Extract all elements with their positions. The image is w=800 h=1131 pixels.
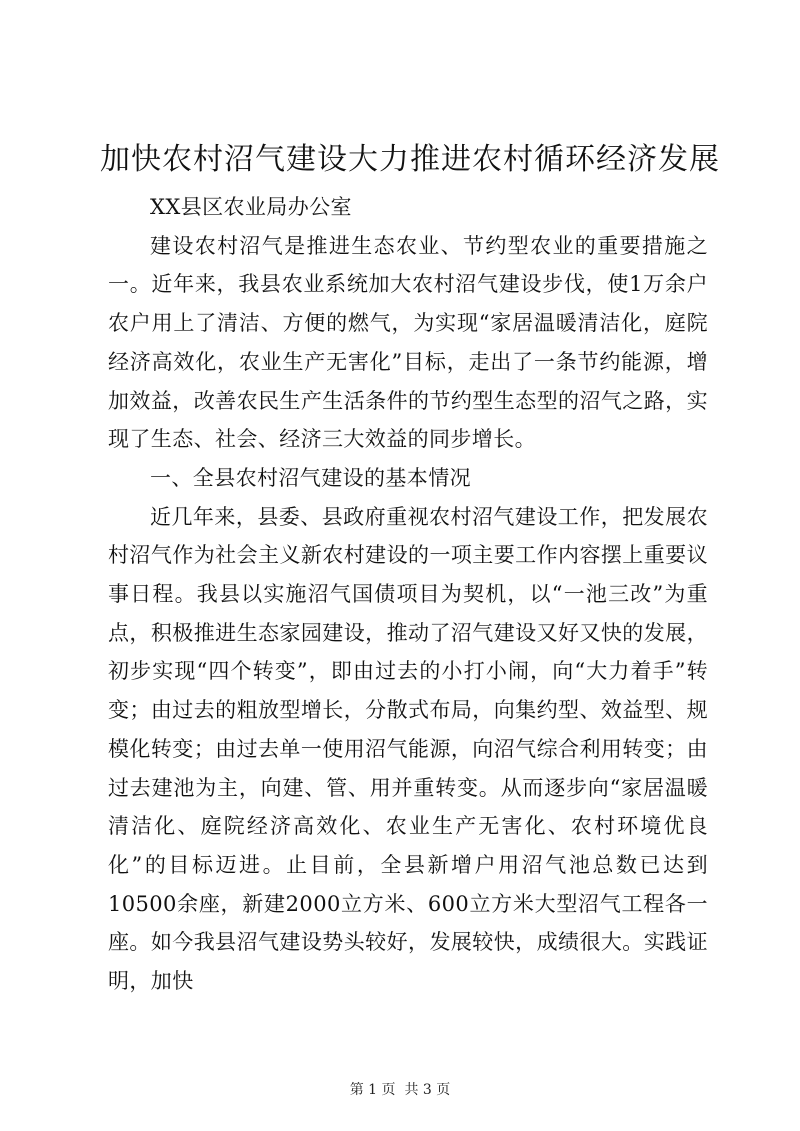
page-footer (0, 1080, 800, 1100)
page-number: 第 1 页 共 3 页 (349, 1082, 451, 1098)
document-title: 加快农村沼气建设大力推进农村循环经济发展 (100, 142, 720, 177)
document-body (108, 188, 708, 1001)
paragraph-intro: 建设农村沼气是推进生态农业、节约型农业的重要措施之一。近年来，我县农业系统加大农村沼气建设步伐，使1万余户农户用上了清洁、方便的燃气，为实现“家居温暖清洁化，庭院经济高效化，农业生产无害化”目标，走出了一条节约能源，增加效益，改善农民生产生活条件的节约型生态型的沼气之路，实现了生态、社会、经济三大效益的同步增长。 (108, 233, 708, 452)
section-heading: 一、全县农村沼气建设的基本情况 (150, 465, 471, 490)
author-line: XX县区农业局办公室 (150, 195, 352, 219)
paragraph-situation: 近几年来，县委、县政府重视农村沼气建设工作，把发展农村沼气作为社会主义新农村建设的一项主要工作内容摆上重要议事日程。我县以实施沼气国债项目为契机，以“一池三改”为重点，积极推进生态家园建设，推动了沼气建设又好又快的发展，初步实现“四个转变”，即由过去的小打小闹，向“大力着手”转变；由过去的粗放型增长，分散式布局，向集约型、效益型、规模化转变；由过去单一使用沼气能源，向沼气综合利用转变；由过去建池为主，向建、管、用并重转变。从而逐步向“家居温暖清洁化、庭院经济高效化、农业生产无害化、农村环境优良化”的目标迈进。止目前，全县新增户用沼气池总数已达到10500余座，新建2000立方米、600立方米大型沼气工程各一座。如今我县沼气建设势头较好，发展较快，成绩很大。实践证明，加快 (108, 504, 708, 994)
